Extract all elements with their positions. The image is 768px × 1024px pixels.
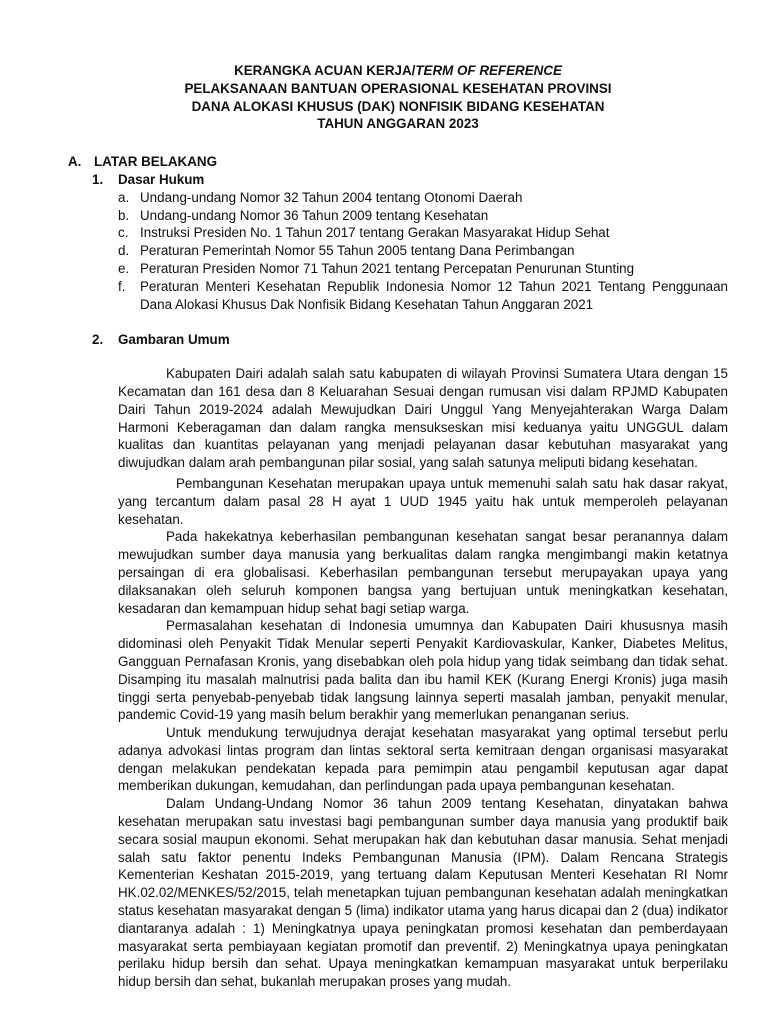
list-item-text: Peraturan Menteri Kesehatan Republik Indonesia Nomor 12 Tahun 2021 Tentang Penggunaan Dana Alokasi Khusus Dak Nonfisik Bidang Kesehatan Tahun Anggaran 2021 <box>140 278 728 312</box>
subsection-gambaran-umum-heading <box>92 331 728 349</box>
subsection-number: 2. <box>92 332 104 348</box>
section-title: LATAR BELAKANG <box>94 154 217 170</box>
list-item-letter: b. <box>118 207 130 223</box>
section-number: A. <box>68 154 82 170</box>
section-a-heading <box>68 153 728 171</box>
list-item <box>118 224 728 242</box>
title-line-2: PELAKSANAAN BANTUAN OPERASIONAL KESEHATAN PROVINSI <box>184 80 612 96</box>
list-item-letter: a. <box>118 189 130 205</box>
list-item <box>118 260 728 278</box>
subsection-title: Gambaran Umum <box>118 332 230 348</box>
body-paragraph: Kabupaten Dairi adalah salah satu kabupaten di wilayah Provinsi Sumatera Utara dengan 15 Kecamatan dan 161 desa dan 8 Keluarahan Sesuai dengan rumusan visi dalam RPJMD Kabupaten Dairi Tahun 2019-2024 adalah Mewujudkan Dairi Unggul Yang Menyejahterakan Warga Dalam Harmoni Keberagaman dan dalam rangka mensukseskan misi keduanya yaitu UNGGUL dalam kualitas dan kuantitas pelayanan yang menjadi pelayanan dasar kebutuhan masyarakat yang diwujudkan dalam arah pembangunan pilar sosial, yang salah satunya meliputi bidang kesehatan. <box>118 366 728 471</box>
list-item <box>118 242 728 260</box>
title-line-1-italic: TERM OF REFERENCE <box>415 63 562 78</box>
body-paragraph: Untuk mendukung terwujudnya derajat kesehatan masyarakat yang optimal tersebut perlu adanya advokasi lintas program dan lintas sektoral serta kemitraan dengan organisasi masyarakat dengan melakukan pendekatan kepada para pemimpin atau pengambil keputusan agar dapat memberikan dukungan, kemudahan, dan perlindungan pada upaya pembangunan kesehatan. <box>118 725 728 794</box>
list-item-text: Instruksi Presiden No. 1 Tahun 2017 tentang Gerakan Masyarakat Hidup Sehat <box>140 225 610 241</box>
title-line-1-prefix: KERANGKA ACUAN KERJA/ <box>234 63 416 78</box>
subsection-dasar-hukum-heading <box>92 171 728 189</box>
body-paragraph: Permasalahan kesehatan di Indonesia umumnya dan Kabupaten Dairi khususnya masih didominasi oleh Penyakit Tidak Menular seperti Penyakit Kardiovaskular, Kanker, Diabetes Melitus, Gangguan Pernafasan Kronis, yang disebabkan oleh pola hidup yang tidak seimbang dan tidak sehat. Disamping itu masalah malnutrisi pada balita dan ibu hamil KEK (Kurang Energi Kronis) juga masih tinggi serta penyebab-penyebab tidak langsung lainnya seperti masalah jamban, penyakit menular, pandemic Covid-19 yang masih belum berakhir yang memerlukan penanganan serius. <box>118 618 728 723</box>
document-title <box>68 62 728 133</box>
list-item <box>118 278 728 314</box>
title-line-4: TAHUN ANGGARAN 2023 <box>317 116 479 132</box>
list-item <box>118 207 728 225</box>
list-item-letter: e. <box>118 260 130 276</box>
body-paragraph: Pada hakekatnya keberhasilan pembangunan kesehatan sangat besar peranannya dalam mewujudkan sumber daya manusia yang berkualitas dalam rangka mengimbangi makin ketatnya persaingan di era globalisasi. Keberhasilan pembangunan tersebut merupayakan upaya yang dilaksanakan oleh seluruh komponen bangsa yang bertujuan untuk meningkatkan kesehatan, kesadaran dan kemampuan hidup sehat bagi setiap warga. <box>118 529 728 616</box>
subsection-title: Dasar Hukum <box>118 171 205 187</box>
list-item-text: Undang-undang Nomor 36 Tahun 2009 tentang Kesehatan <box>140 207 489 223</box>
list-item-text: Undang-undang Nomor 32 Tahun 2004 tentang Otonomi Daerah <box>140 189 523 205</box>
list-item-text: Peraturan Pemerintah Nomor 55 Tahun 2005 tentang Dana Perimbangan <box>140 243 575 259</box>
subsection-number: 1. <box>92 171 104 187</box>
list-item-text: Peraturan Presiden Nomor 71 Tahun 2021 tentang Percepatan Penurunan Stunting <box>140 260 635 276</box>
list-item-letter: f. <box>118 278 126 294</box>
body-paragraph: Pembangunan Kesehatan merupakan upaya untuk memenuhi salah satu hak dasar rakyat, yang tercantum dalam pasal 28 H ayat 1 UUD 1945 yaitu hak untuk memperoleh pelayanan kesehatan. <box>118 475 728 527</box>
list-item-letter: c. <box>118 225 129 241</box>
body-paragraph: Dalam Undang-Undang Nomor 36 tahun 2009 tentang Kesehatan, dinyatakan bahwa kesehatan merupakan satu investasi bagi pembangunan sumber daya manusia yang produktif baik secara sosial maupun ekonomi. Sehat merupakan hak dan kebutuhan dasar manusia. Sehat menjadi salah satu faktor penentu Indeks Pembangunan Manusia (IPM). Dalam Rencana Strategis Kementerian Keshatan 2015-2019, yang tertuang dalam Keputusan Menteri Kesehatan RI Nomr HK.02.02/MENKES/52/2015, telah menetapkan tujuan pembangunan kesehatan adalah meningkatkan status kesehatan masyarakat dengan 5 (lima) indikator utama yang harus dicapai dan 2 (dua) indikator diantaranya adalah : 1) Meningkatnya upaya peningkatan promosi kesehatan dan pemberdayaan masyarakat serta pembiayaan kegiatan promotif dan preventif. 2) Meningkatnya upaya peningkatan perilaku hidup bersih dan sehat. Upaya meningkatkan kemampuan masyarakat untuk berperilaku hidup bersih dan sehat, bukanlah merupakan proses yang mudah. <box>118 796 728 990</box>
title-line-3: DANA ALOKASI KHUSUS (DAK) NONFISIK BIDANG KESEHATAN <box>191 98 605 114</box>
list-item <box>118 189 728 207</box>
list-item-letter: d. <box>118 243 130 259</box>
legal-basis-list <box>118 189 728 314</box>
title-line-1 <box>68 62 728 80</box>
